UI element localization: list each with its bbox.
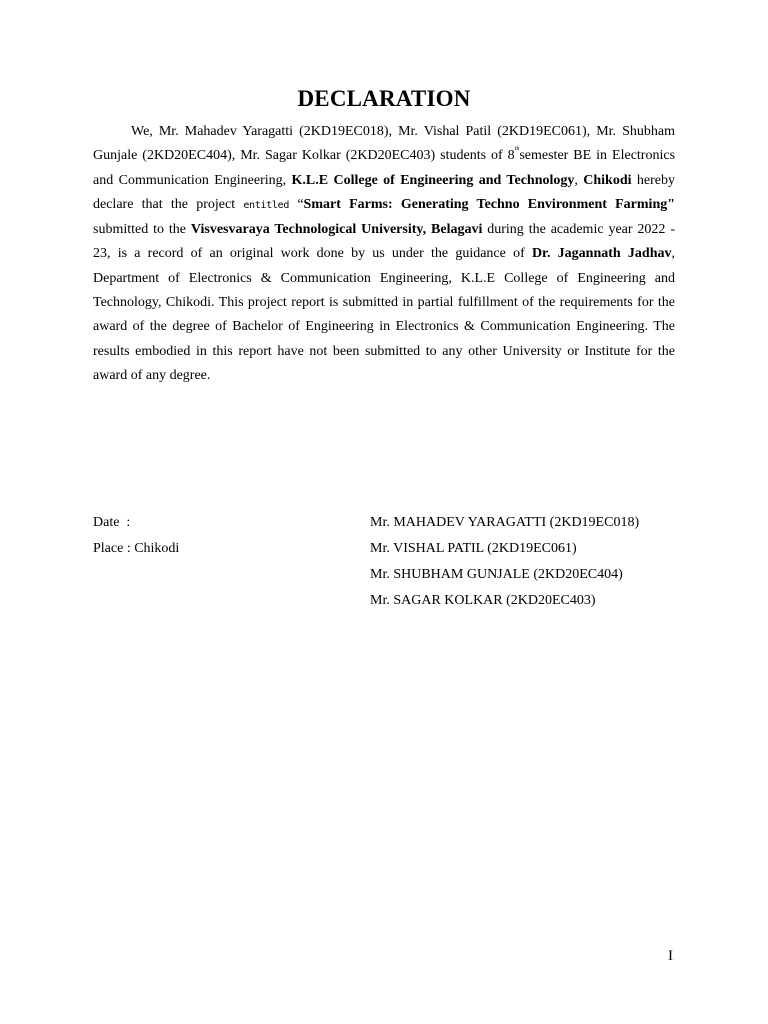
- signatories-block: [370, 510, 639, 614]
- project-title: Smart Farms: Generating Techno Environment Farming": [303, 196, 676, 212]
- guide-name: Dr. Jagannath Jadhav: [531, 246, 672, 262]
- place-label: Place : Chikodi: [93, 541, 180, 556]
- declaration-body: [93, 120, 675, 388]
- text-segment: , Department of Electronics & Communication Engineering, K.L.E College of Engineering and Technology, Chikodi. This project report is submitted in partial fulfillment of the requirements for the award of the degree of Bachelor of Engineering in Electronics & Communication Engineering. The results embodied in this report have not been submitted to any other University or Institute for the award of any degree.: [93, 246, 675, 383]
- date-label: Date :: [93, 515, 131, 530]
- ordinal-suffix: th: [514, 146, 520, 153]
- place-name: Chikodi: [583, 172, 632, 188]
- page-number: I: [668, 948, 673, 964]
- signatory-name: Mr. MAHADEV YARAGATTI (2KD19EC018): [370, 515, 640, 530]
- date-place-block: [93, 510, 179, 562]
- text-segment: ,: [574, 172, 584, 188]
- text-segment: semester BE in Electronics and Communication Engineering,: [93, 148, 676, 188]
- text-segment: during the academic year 2022 - 23, is a record of an original work done by us under the guidance of: [93, 222, 675, 262]
- page-title: DECLARATION: [297, 86, 471, 111]
- text-segment: “: [289, 196, 304, 212]
- college-name: K.L.E College of Engineering and Technology: [291, 172, 575, 188]
- university-name: Visvesvaraya Technological University, Belagavi: [190, 222, 483, 238]
- signatory-name: Mr. SAGAR KOLKAR (2KD20EC403): [370, 593, 596, 608]
- entitled-word: entitled: [243, 199, 290, 211]
- signatory-name: Mr. SHUBHAM GUNJALE (2KD20EC404): [370, 567, 623, 582]
- text-segment: We, Mr. Mahadev Yaragatti (2KD19EC018), Mr. Vishal Patil (2KD19EC061), Mr. Shubham Gunjale (2KD20EC404), Mr. Sagar Kolkar (2KD20EC403) students of 8: [93, 124, 675, 164]
- text-segment: hereby declare that the project: [93, 172, 675, 212]
- signatory-name: Mr. VISHAL PATIL (2KD19EC061): [370, 541, 577, 556]
- declaration-paragraph: [93, 120, 675, 388]
- text-segment: submitted to the: [93, 222, 191, 238]
